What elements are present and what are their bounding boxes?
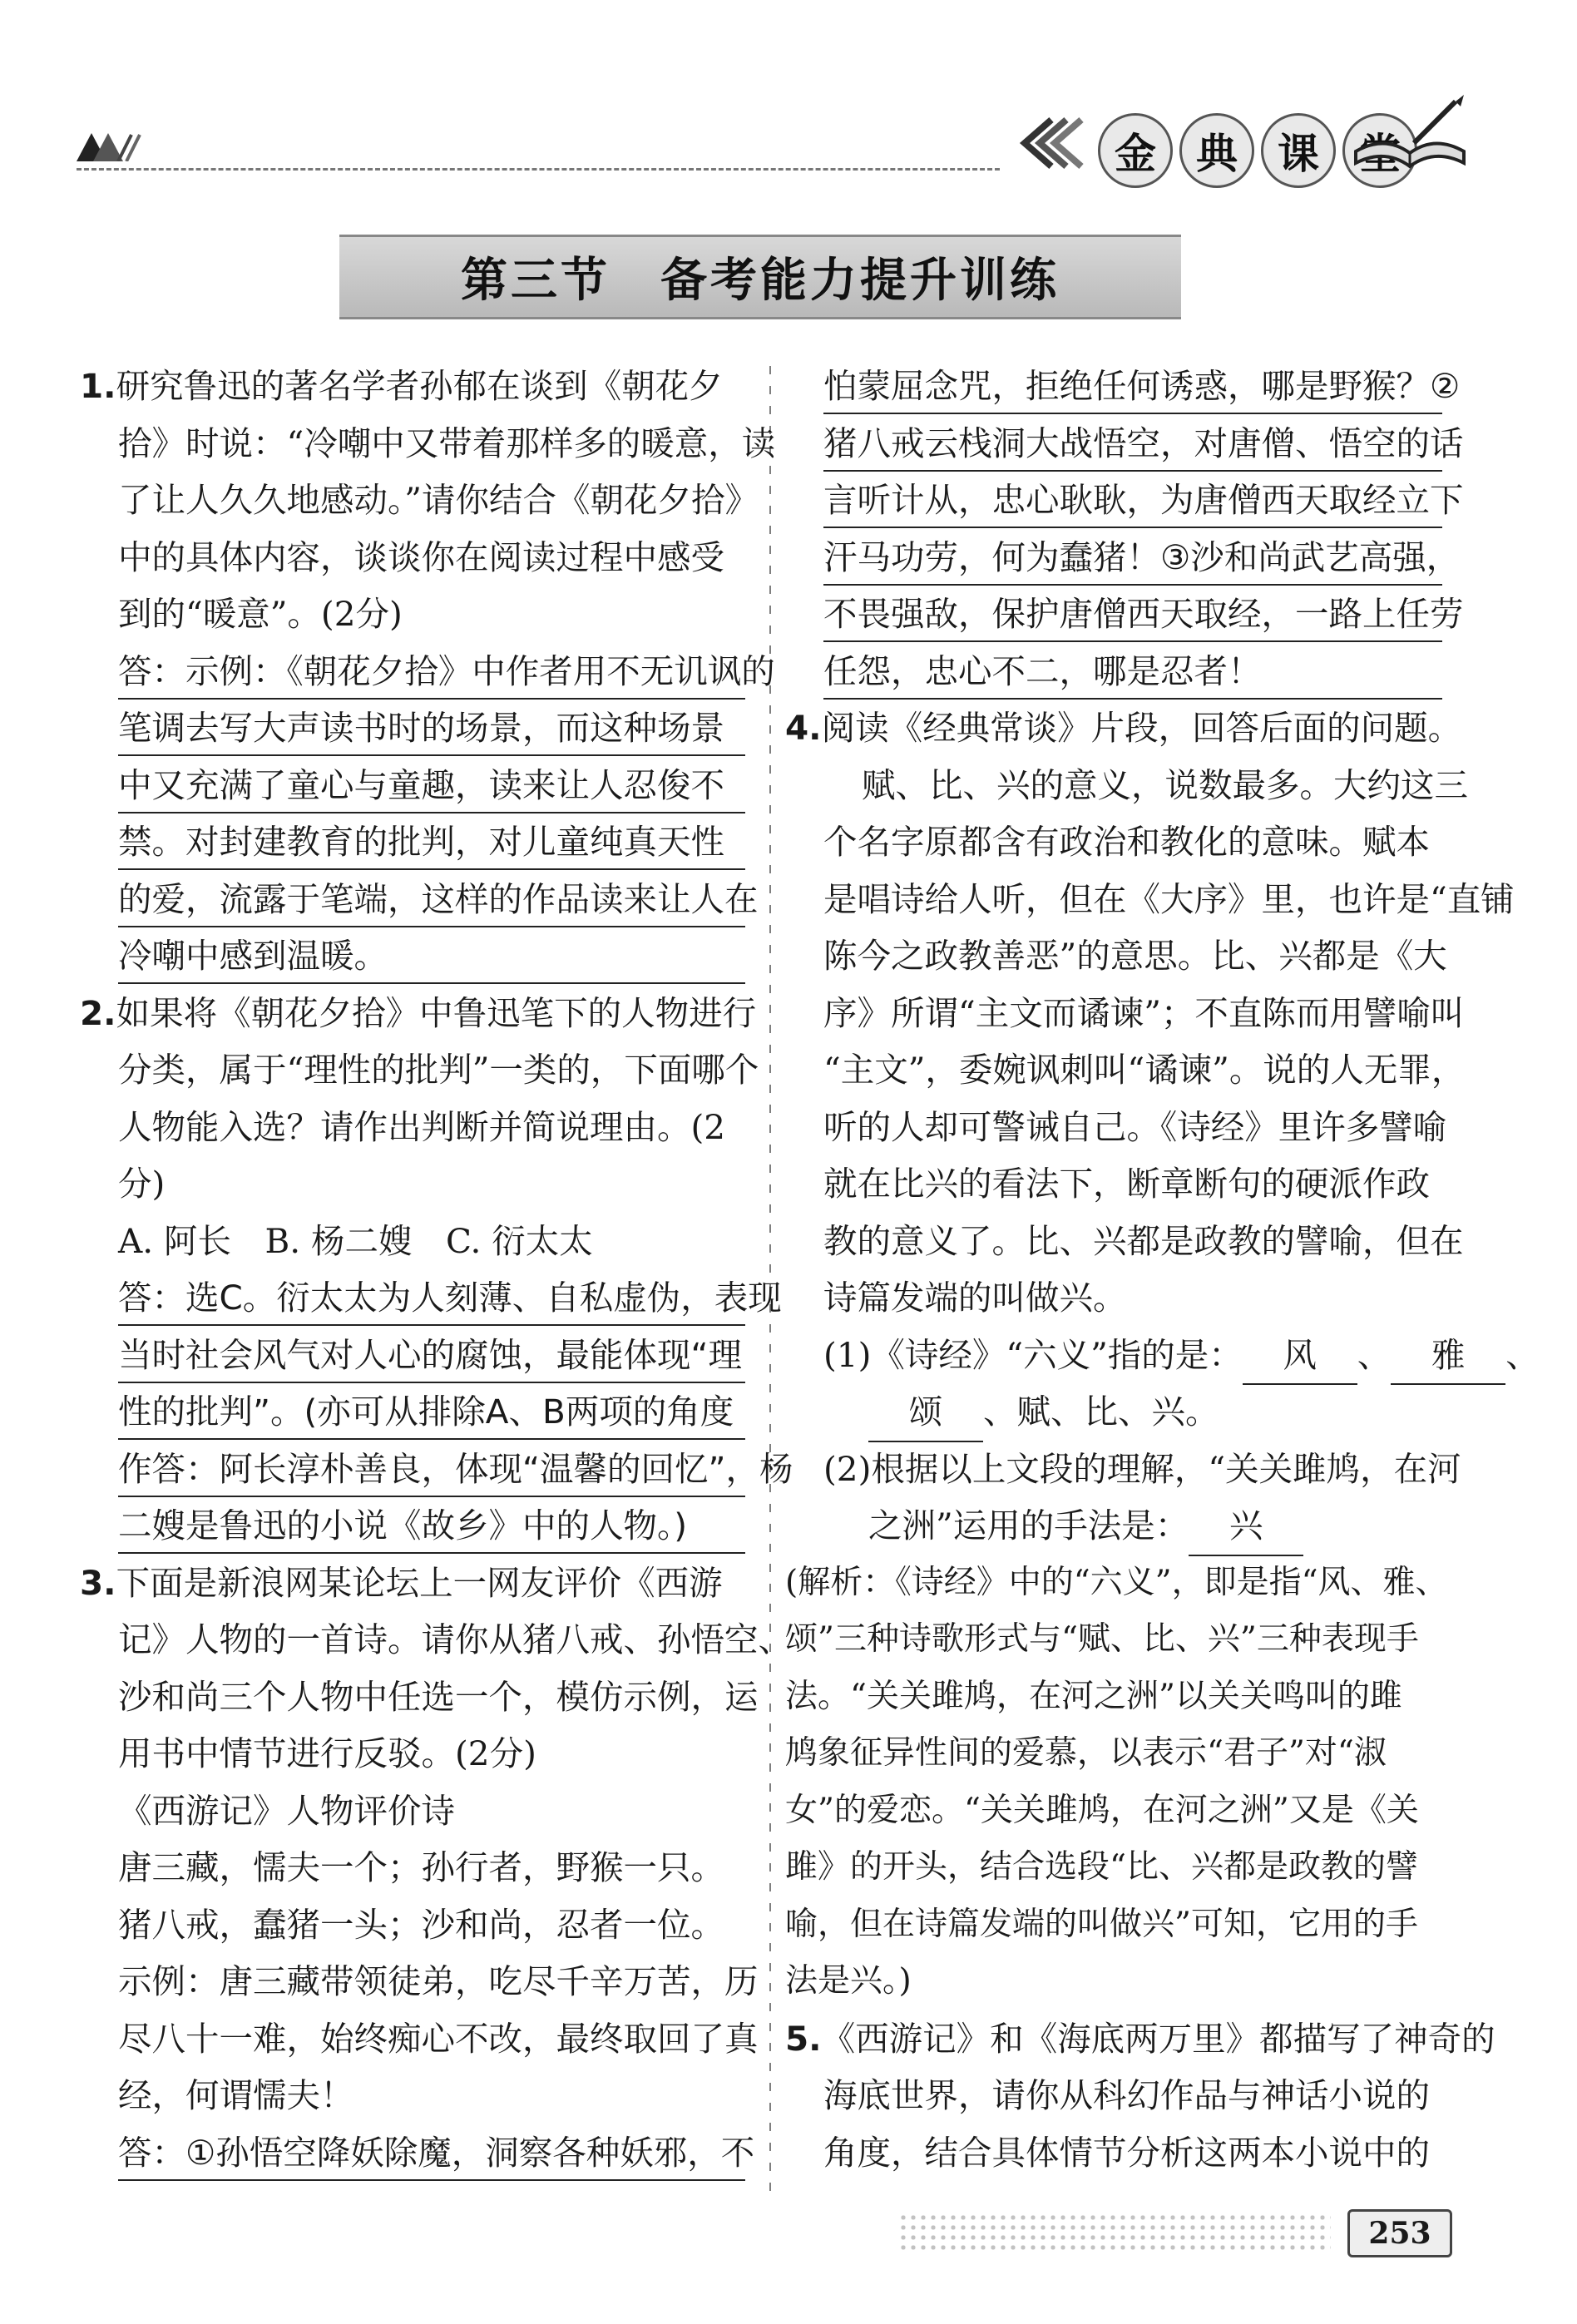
text-line: 拾》时说：“冷嘲中又带着那样多的暖意，读 bbox=[118, 423, 776, 463]
text-row bbox=[785, 2124, 1442, 2182]
text-line: “主文”，委婉讽刺叫“谲谏”。说的人无罪， bbox=[823, 1050, 1466, 1090]
right-column bbox=[785, 358, 1540, 2181]
text-line: 到的“暖意”。(2分) bbox=[118, 594, 403, 634]
text-row bbox=[785, 871, 1515, 928]
analysis-line: 法是兴。) bbox=[785, 1962, 912, 2000]
text-line: 《西游记》人物评价诗 bbox=[118, 1790, 455, 1831]
answer-line: 性的批判”。(亦可从排除A、B两项的角度 bbox=[118, 1383, 745, 1440]
answer-row bbox=[80, 643, 775, 700]
answer-line: 禁。对封建教育的批判，对儿童纯真天性 bbox=[118, 813, 745, 870]
answer-row bbox=[80, 1497, 745, 1555]
text-line: 唐三藏，懦夫一个；孙行者，野猴一只。 bbox=[118, 1847, 724, 1887]
answer-row bbox=[80, 700, 745, 757]
question-number: 5. bbox=[785, 2018, 822, 2059]
answer-row bbox=[785, 643, 1442, 700]
answer-line: 怕蒙屈念咒，拒绝任何诱惑，哪是野猴？② bbox=[823, 358, 1442, 414]
answer-line: 答：①孙悟空降妖除魔，洞察各种妖邪，不 bbox=[118, 2124, 745, 2181]
text-row bbox=[785, 1155, 1442, 1213]
answer-line: 汗马功劳，何为蠢猪！③沙和尚武艺高强， bbox=[823, 529, 1442, 586]
q4-sep: 、 bbox=[1505, 1334, 1540, 1375]
text-line: 用书中情节进行反驳。(2分) bbox=[118, 1733, 536, 1773]
q4-sub1-line2 bbox=[785, 1383, 1442, 1441]
answer-line: 的爱，流露于笔端，这样的作品读来让人在 bbox=[118, 871, 745, 927]
text-row bbox=[80, 1669, 759, 1726]
text-line: 教的意义了。比、兴都是政教的譬喻，但在 bbox=[823, 1220, 1464, 1261]
question-number: 3. bbox=[80, 1562, 116, 1603]
question-line bbox=[80, 358, 745, 415]
answer-row bbox=[80, 1269, 782, 1327]
answer-line: 不畏强敌，保护唐僧西天取经，一路上任劳 bbox=[823, 586, 1442, 642]
answer-line: 答：示例：《朝花夕拾》中作者用不无讥讽的 bbox=[118, 643, 745, 700]
answer-row bbox=[80, 757, 745, 814]
header-dashed-rule bbox=[77, 168, 1000, 171]
left-column bbox=[80, 358, 793, 2181]
text-row bbox=[80, 1099, 745, 1156]
passage-line: 赋、比、兴的意义，说数最多。大约这三 bbox=[862, 764, 1468, 805]
answer-line: 任怨，忠心不二，哪是忍者！ bbox=[823, 643, 1442, 700]
answer-blank-xing: 兴 bbox=[1189, 1497, 1303, 1556]
text-line: 听的人却可警诫自己。《诗经》里许多譬喻 bbox=[823, 1106, 1447, 1147]
text-row bbox=[80, 1611, 792, 1669]
text-line: 经，何谓懦夫！ bbox=[118, 2075, 354, 2115]
double-chevron-icon bbox=[1015, 116, 1095, 170]
text-line: 分) bbox=[118, 1164, 166, 1204]
text-row bbox=[785, 927, 1447, 985]
answer-row bbox=[785, 472, 1464, 529]
page-footer bbox=[898, 2204, 1481, 2262]
answer-row bbox=[80, 813, 745, 871]
page-header bbox=[0, 0, 1577, 183]
text-row bbox=[80, 1041, 759, 1099]
page-number: 253 bbox=[1347, 2209, 1452, 2257]
question-5 bbox=[785, 2010, 1495, 2182]
q4-sep: 、 bbox=[1357, 1334, 1392, 1375]
text-row bbox=[80, 1953, 759, 2010]
analysis-line: 喻，但在诗篇发端的叫做兴”可知，它用的手 bbox=[785, 1905, 1418, 1943]
text-row bbox=[785, 1099, 1447, 1156]
brand-char: 课 bbox=[1261, 113, 1336, 188]
text-line: 陈今之政教善恶”的意思。比、兴都是《大 bbox=[823, 936, 1447, 976]
answer-row bbox=[785, 415, 1464, 472]
analysis-line: (解析：《诗经》中的“六义”，即是指“风、雅、 bbox=[785, 1563, 1448, 1601]
q4-sub1-suffix: 、赋、比、兴。 bbox=[983, 1392, 1219, 1431]
answer-row bbox=[80, 1441, 793, 1498]
answer-line: 答：选C。衍太太为人刻薄、自私虚伪，表现 bbox=[118, 1269, 745, 1326]
section-title: 第三节 备考能力提升训练 bbox=[461, 254, 1060, 308]
question-text: 下面是新浪网某论坛上一网友评价《西游 bbox=[116, 1562, 723, 1603]
answer-row bbox=[785, 586, 1464, 643]
text-row bbox=[80, 1155, 745, 1213]
q4-sub2-line1: (2)根据以上文段的理解，“关关雎鸠，在河 bbox=[823, 1448, 1461, 1489]
answer-line: 作答：阿长淳朴善良，体现“温馨的回忆”，杨 bbox=[118, 1441, 745, 1497]
text-line: 海底世界，请你从科幻作品与神话小说的 bbox=[823, 2075, 1430, 2115]
question-line bbox=[785, 2010, 1495, 2068]
answer-row bbox=[80, 927, 745, 985]
text-row bbox=[80, 529, 745, 586]
text-line: 了让人久久地感动。”请你结合《朝花夕拾》 bbox=[118, 480, 759, 520]
q4-sub2-prefix: 之洲”运用的手法是： bbox=[868, 1506, 1189, 1545]
text-row bbox=[80, 1725, 745, 1783]
analysis-line: 雎》的开头，结合选段“比、兴都是政教的譬 bbox=[785, 1848, 1418, 1886]
answer-row bbox=[80, 871, 759, 928]
text-line: 分类，属于“理性的批判”一类的，下面哪个 bbox=[118, 1050, 759, 1090]
text-line: 角度，结合具体情节分析这两本小说中的 bbox=[823, 2132, 1430, 2173]
answer-line: 中又充满了童心与童趣，读来让人忍俊不 bbox=[118, 757, 745, 813]
question-number: 4. bbox=[785, 708, 822, 748]
question-text: 《西游记》和《海底两万里》都描写了神奇的 bbox=[821, 2018, 1495, 2059]
text-row bbox=[80, 472, 759, 529]
text-line: 中的具体内容，谈谈你在阅读过程中感受 bbox=[118, 536, 724, 577]
question-number: 1. bbox=[80, 366, 116, 406]
text-row bbox=[785, 985, 1465, 1042]
text-row bbox=[785, 1213, 1464, 1270]
text-row bbox=[80, 1896, 745, 1954]
text-line: 示例：唐三藏带领徒弟，吃尽千辛万苦，历 bbox=[118, 1961, 759, 2001]
text-row bbox=[785, 813, 1442, 871]
text-line: 是唱诗给人听，但在《大序》里，也许是“直铺 bbox=[823, 878, 1515, 919]
text-row bbox=[80, 1213, 745, 1270]
text-line: 人物能入选？请作出判断并简说理由。(2 bbox=[118, 1106, 726, 1147]
text-line: 诗篇发端的叫做兴。 bbox=[823, 1278, 1127, 1318]
brand-char: 金 bbox=[1098, 113, 1173, 188]
text-row bbox=[785, 1041, 1466, 1099]
text-line: 尽八十一难，始终痴心不改，最终取回了真 bbox=[118, 2018, 759, 2059]
text-line: 猪八戒，蠢猪一头；沙和尚，忍者一位。 bbox=[118, 1904, 724, 1945]
answer-line: 二嫂是鲁迅的小说《故乡》中的人物。) bbox=[118, 1497, 745, 1554]
q4-sub1-line1 bbox=[785, 1327, 1540, 1384]
answer-line: 当时社会风气对人心的腐蚀，最能体现“理 bbox=[118, 1327, 745, 1383]
text-row bbox=[80, 2067, 745, 2124]
answer-line: 笔调去写大声读书时的场景，而这种场景 bbox=[118, 700, 745, 756]
question-line bbox=[80, 1555, 745, 1612]
answer-row bbox=[785, 529, 1461, 586]
analysis-line: 法。“关关雎鸠，在河之洲”以关关鸣叫的雎 bbox=[785, 1677, 1402, 1715]
triangles-icon bbox=[77, 133, 143, 161]
answer-blank-song: 颂 bbox=[868, 1383, 983, 1442]
passage-row bbox=[785, 757, 1468, 814]
question-line bbox=[80, 985, 757, 1042]
text-line: 个名字原都含有政治和教化的意味。赋本 bbox=[823, 822, 1430, 862]
answer-row bbox=[785, 358, 1461, 415]
text-line: 序》所谓“主文而谲谏”；不直陈而用譬喻叫 bbox=[823, 992, 1465, 1033]
answer-line: 言听计从，忠心耿耿，为唐僧西天取经立下 bbox=[823, 472, 1442, 528]
text-line: 沙和尚三个人物中任选一个，模仿示例，运 bbox=[118, 1676, 759, 1717]
analysis-line: 鸠象征异性间的爱慕，以表示“君子”对“淑 bbox=[785, 1734, 1387, 1772]
section-title-banner bbox=[339, 235, 1181, 319]
text-line: A. 阿长 B. 杨二嫂 C. 衍太太 bbox=[118, 1220, 593, 1261]
text-row bbox=[785, 2067, 1442, 2124]
text-line: 就在比兴的看法下，断章断句的硬派作政 bbox=[823, 1164, 1430, 1204]
text-row bbox=[785, 1269, 1442, 1327]
right-column-flow bbox=[785, 358, 1515, 1327]
question-text: 如果将《朝花夕拾》中鲁迅笔下的人物进行 bbox=[116, 992, 757, 1033]
text-row bbox=[80, 586, 745, 643]
q4-analysis bbox=[785, 1555, 1448, 2010]
analysis-line: 女”的爱恋。“关关雎鸠，在河之洲”又是《关 bbox=[785, 1791, 1419, 1829]
question-text: 研究鲁迅的著名学者孙郁在谈到《朝花夕 bbox=[116, 366, 723, 406]
footer-dot-pattern bbox=[898, 2213, 1331, 2252]
answer-row bbox=[80, 2124, 755, 2182]
answer-line: 猪八戒云栈洞大战悟空，对唐僧、悟空的话 bbox=[823, 415, 1442, 472]
q4-sub1-prefix: (1)《诗经》“六义”指的是： bbox=[823, 1334, 1243, 1375]
answer-line: 冷嘲中感到温暖。 bbox=[118, 927, 745, 984]
question-line bbox=[785, 700, 1462, 757]
question-text: 阅读《经典常谈》片段，回答后面的问题。 bbox=[821, 708, 1462, 748]
answer-blank-feng: 风 bbox=[1243, 1327, 1357, 1386]
answer-row bbox=[80, 1327, 745, 1384]
answer-blank-ya: 雅 bbox=[1391, 1327, 1505, 1386]
analysis-line: 颂”三种诗歌形式与“赋、比、兴”三种表现手 bbox=[785, 1620, 1419, 1658]
text-row bbox=[80, 415, 776, 472]
answer-row bbox=[80, 1383, 745, 1441]
open-book-pen-icon bbox=[1347, 93, 1472, 176]
question-number: 2. bbox=[80, 992, 116, 1033]
text-row bbox=[80, 2010, 759, 2068]
q4-sub2-line2 bbox=[785, 1497, 1442, 1555]
text-row bbox=[80, 1783, 745, 1840]
brand-char: 典 bbox=[1179, 113, 1254, 188]
text-line: 记》人物的一首诗。请你从猪八戒、孙悟空、 bbox=[118, 1619, 792, 1659]
text-row bbox=[80, 1839, 745, 1896]
